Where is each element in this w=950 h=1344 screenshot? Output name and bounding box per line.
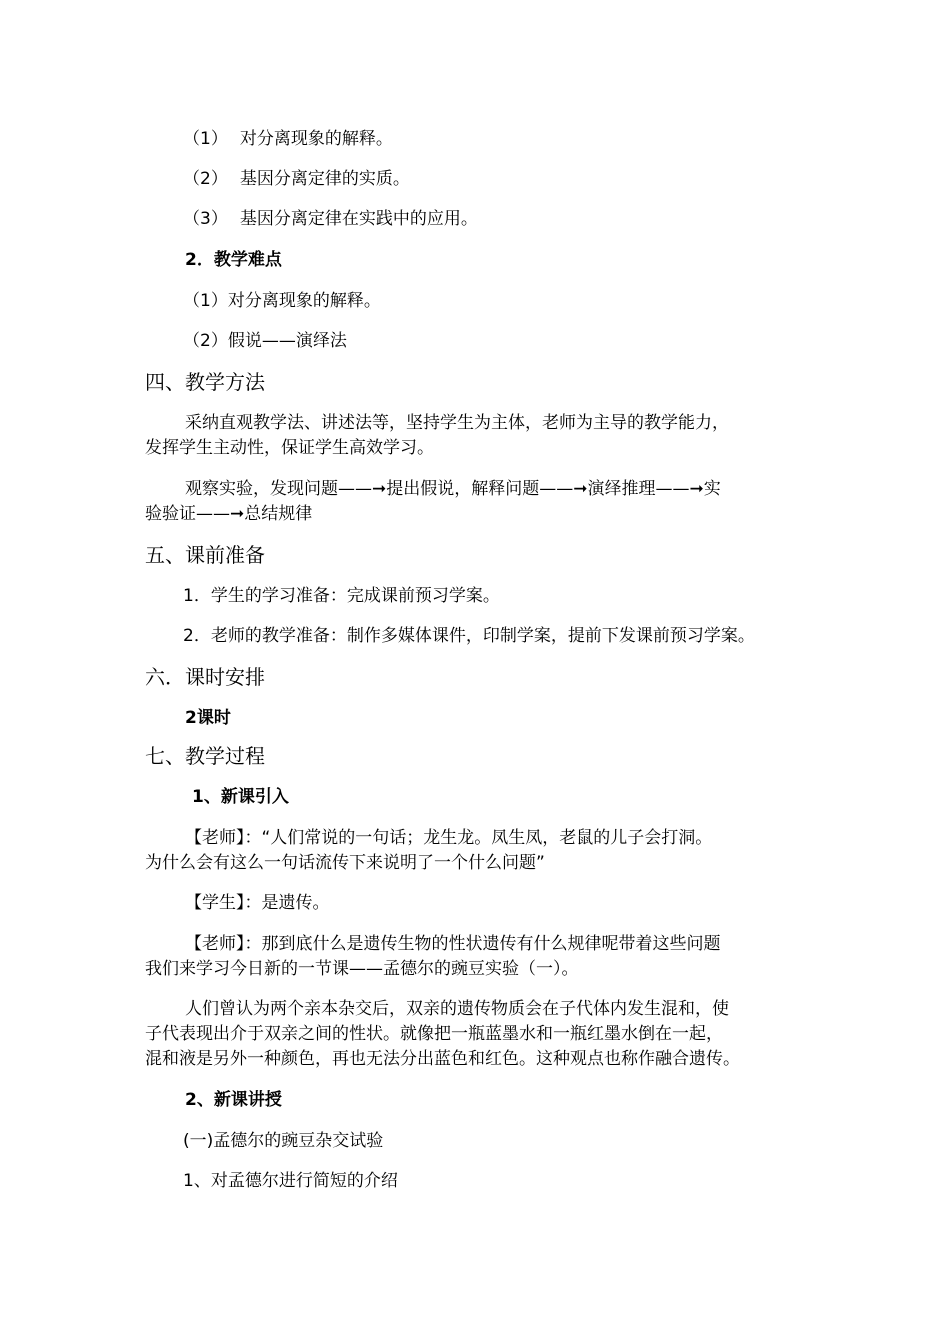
section7-part1: (一)孟德尔的豌豆杂交试验	[183, 1131, 384, 1151]
section4-para2-line1: 观察实验，发现问题——➞提出假说，解释问题——➞演绎推理——➞实	[185, 479, 721, 499]
key-point-3	[183, 207, 883, 231]
key-point-1-number: （1）	[183, 129, 228, 149]
section7-heading: 七、教学过程	[145, 744, 265, 768]
teacher-dialogue-1-line2: 为什么会有这么一句话流传下来说明了一个什么问题”	[145, 853, 545, 873]
section4-para2-line2: 验验证——➞总结规律	[145, 504, 313, 524]
key-point-1-text: 对分离现象的解释。	[239, 129, 393, 149]
section7-item-1: 1、对孟德尔进行简短的介绍	[183, 1171, 398, 1191]
section5-item-1: 1．学生的学习准备：完成课前预习学案。	[183, 586, 500, 606]
section5-heading: 五、课前准备	[145, 543, 265, 567]
student-dialogue-1: 【学生】：是遗传。	[185, 893, 330, 913]
key-point-2	[183, 167, 883, 191]
key-point-3-number: （3）	[183, 209, 228, 229]
section7-sub1-heading: 1、新课引入	[192, 787, 289, 807]
teacher-dialogue-2-line2: 我们来学习今日新的一节课——孟德尔的豌豆实验（一）。	[145, 959, 579, 979]
section7-para-line3: 混和液是另外一种颜色，再也无法分出蓝色和红色。这种观点也称作融合遗传。	[145, 1049, 740, 1069]
teacher-dialogue-1-line1: 【老师】：“人们常说的一句话；龙生龙。凤生凤，老鼠的儿子会打洞。	[185, 828, 713, 848]
section4-heading: 四、教学方法	[145, 370, 265, 394]
difficulty-item-1: （1）对分离现象的解释。	[183, 291, 381, 311]
key-point-1	[183, 127, 883, 151]
section4-para1-line1: 采纳直观教学法、讲述法等，坚持学生为主体，老师为主导的教学能力，	[185, 413, 729, 433]
teacher-dialogue-2-line1: 【老师】：那到底什么是遗传生物的性状遗传有什么规律呢带着这些问题	[185, 934, 721, 954]
section5-item-2: 2．老师的教学准备：制作多媒体课件，印制学案，提前下发课前预习学案。	[183, 626, 755, 646]
key-point-3-text: 基因分离定律在实践中的应用。	[239, 209, 478, 229]
section6-value: 2课时	[185, 708, 231, 728]
section4-para1-line2: 发挥学生主动性，保证学生高效学习。	[145, 438, 434, 458]
section7-para-line1: 人们曾认为两个亲本杂交后，双亲的遗传物质会在子代体内发生混和，使	[185, 999, 729, 1019]
key-point-2-number: （2）	[183, 169, 228, 189]
section6-heading: 六．课时安排	[145, 665, 265, 689]
difficulty-item-2: （2）假说——演绎法	[183, 331, 347, 351]
difficulties-heading: 2．教学难点	[185, 250, 282, 270]
key-point-2-text: 基因分离定律的实质。	[239, 169, 410, 189]
section7-para-line2: 子代表现出介于双亲之间的性状。就像把一瓶蓝墨水和一瓶红墨水倒在一起，	[145, 1024, 723, 1044]
section7-sub2-heading: 2、新课讲授	[185, 1090, 282, 1110]
